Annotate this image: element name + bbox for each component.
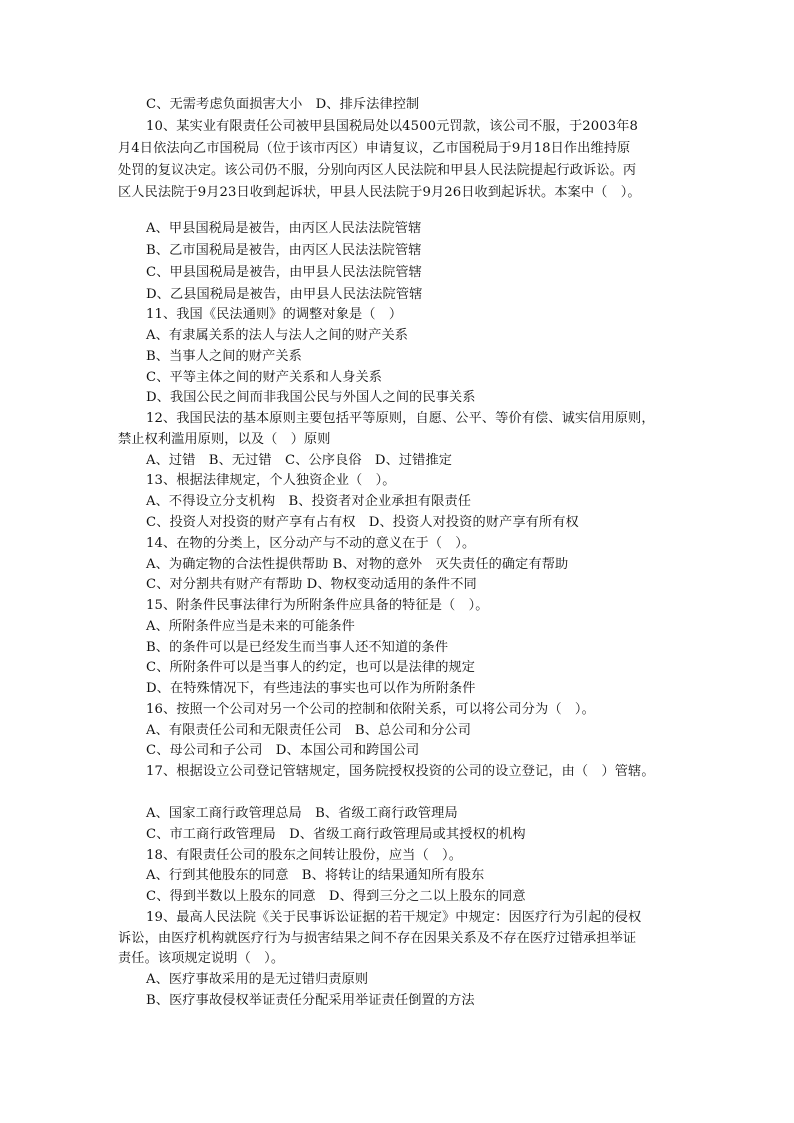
- text-line: 禁止权利滥用原则，以及（ ）原则: [118, 432, 331, 447]
- text-line: C、得到半数以上股东的同意 D、得到三分之二以上股东的同意: [146, 889, 526, 904]
- text-line: B、的条件可以是已经发生而当事人还不知道的条件: [146, 640, 449, 655]
- text-line: C、所附条件可以是当事人的约定，也可以是法律的规定: [146, 660, 476, 675]
- text-line: C、母公司和子公司 D、本国公司和跨国公司: [146, 743, 420, 758]
- text-line: 责任。该项规定说明（ ）。: [118, 951, 285, 966]
- text-line: D、乙县国税局是被告，由甲县人民法法院管辖: [146, 287, 423, 302]
- text-line: C、甲县国税局是被告，由甲县人民法法院管辖: [146, 265, 422, 280]
- text-line: D、在特殊情况下，有些违法的事实也可以作为所附条件: [146, 681, 476, 696]
- text-line: B、当事人之间的财产关系: [146, 349, 302, 364]
- text-line: A、为确定物的合法性提供帮助 B、对物的意外 灭失责任的确定有帮助: [146, 557, 569, 572]
- text-line: A、过错 B、无过错 C、公序良俗 D、过错推定: [146, 453, 453, 468]
- text-line: A、甲县国税局是被告，由丙区人民法法院管辖: [146, 221, 422, 236]
- text-line: 17、根据设立公司登记管辖规定，国务院授权投资的公司的设立登记，由（ ）管辖。: [146, 764, 655, 779]
- text-line: C、平等主体之间的财产关系和人身关系: [146, 370, 383, 385]
- text-line: C、市工商行政管理局 D、省级工商行政管理局或其授权的机构: [146, 827, 526, 842]
- text-line: 11、我国《民法通则》的调整对象是（ ）: [146, 307, 403, 322]
- text-line: C、对分割共有财产有帮助 D、物权变动适用的条件不同: [146, 577, 477, 592]
- text-line: 13、根据法律规定，个人独资企业（ ）。: [146, 473, 396, 488]
- text-line: 月4日依法向乙市国税局（位于该市丙区）申请复议，乙市国税局于9月18日作出维持原: [118, 141, 631, 156]
- text-line: A、所附条件应当是未来的可能条件: [146, 619, 355, 634]
- text-line: 处罚的复议决定。该公司仍不服，分别向丙区人民法院和甲县人民法院提起行政诉讼。丙: [118, 163, 637, 178]
- text-line: B、乙市国税局是被告，由丙区人民法法院管辖: [146, 243, 422, 258]
- text-line: 18、有限责任公司的股东之间转让股份，应当（ ）。: [146, 848, 462, 863]
- text-line: 14、在物的分类上，区分动产与不动的意义在于（ ）。: [146, 536, 476, 551]
- text-line: 19、最高人民法院《关于民事诉讼证据的若干规定》中规定：因医疗行为引起的侵权: [146, 910, 642, 925]
- text-line: D、我国公民之间而非我国公民与外国人之间的民事关系: [146, 390, 476, 405]
- text-line: 15、附条件民事法律行为所附条件应具备的特征是（ ）。: [146, 598, 489, 613]
- text-line: A、国家工商行政管理总局 B、省级工商行政管理局: [146, 806, 458, 821]
- text-line: 10、某实业有限责任公司被甲县国税局处以4500元罚款，该公司不服，于2003年8: [146, 119, 639, 134]
- text-line: A、不得设立分支机构 B、投资者对企业承担有限责任: [146, 494, 472, 509]
- text-line: A、有限责任公司和无限责任公司 B、总公司和分公司: [146, 723, 472, 738]
- text-line: C、投资人对投资的财产享有占有权 D、投资人对投资的财产享有所有权: [146, 515, 579, 530]
- text-line: 区人民法院于9月23日收到起诉状，甲县人民法院于9月26日收到起诉状。本案中（ ）。: [118, 185, 641, 200]
- text-line: 诉讼，由医疗机构就医疗行为与损害结果之间不存在因果关系及不存在医疗过错承担举证: [118, 931, 637, 946]
- text-line: C、无需考虑负面损害大小 D、排斥法律控制: [146, 97, 420, 112]
- text-line: B、医疗事故侵权举证责任分配采用举证责任倒置的方法: [146, 993, 475, 1008]
- text-line: A、医疗事故采用的是无过错归责原则: [146, 972, 369, 987]
- text-line: 12、我国民法的基本原则主要包括平等原则，自愿、公平、等价有偿、诚实信用原则，: [146, 411, 655, 426]
- text-line: A、有隶属关系的法人与法人之间的财产关系: [146, 328, 409, 343]
- text-line: 16、按照一个公司对另一个公司的控制和依附关系，可以将公司分为（ ）。: [146, 702, 595, 717]
- text-line: A、行到其他股东的同意 B、将转让的结果通知所有股东: [146, 868, 485, 883]
